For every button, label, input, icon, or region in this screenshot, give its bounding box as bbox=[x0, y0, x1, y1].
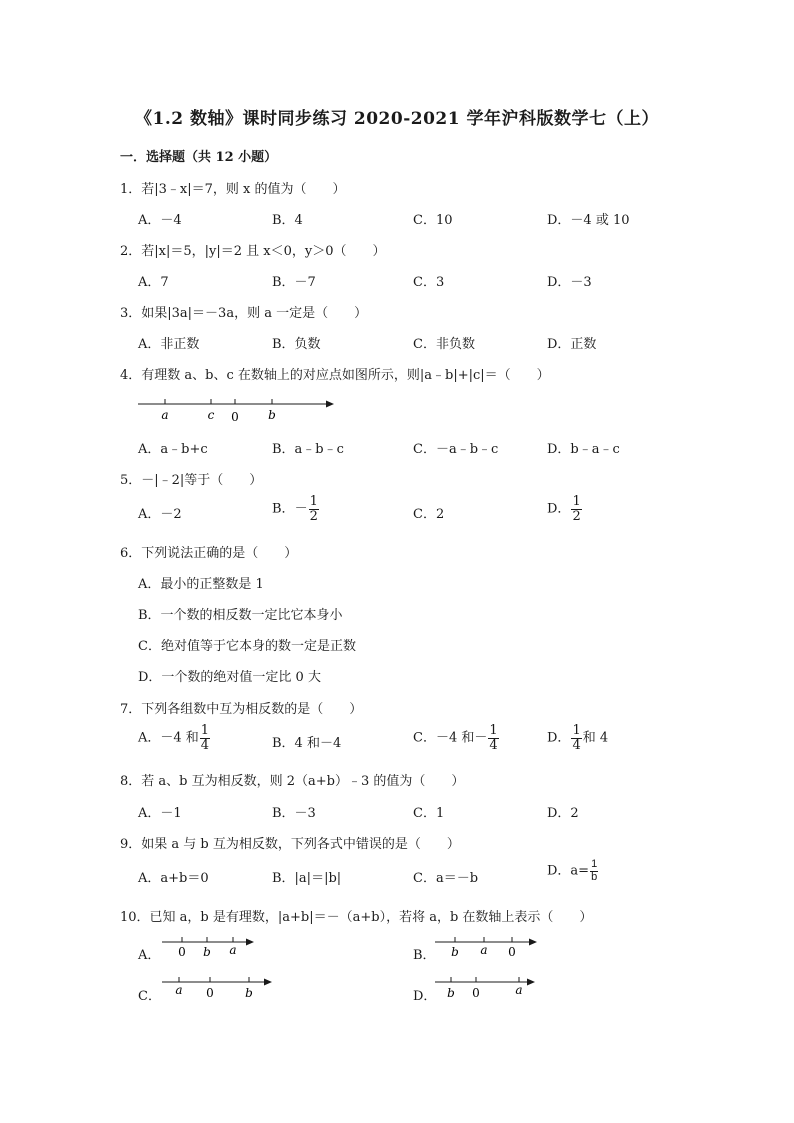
option-letter: D． bbox=[547, 501, 571, 517]
question-4-option-c[interactable]: C．－a﹣b﹣c bbox=[413, 442, 499, 457]
option-text: D．a= bbox=[547, 863, 590, 879]
axis-label: a bbox=[175, 983, 183, 997]
question-9-option-d[interactable] bbox=[547, 859, 599, 883]
question-3-stem: 3．如果|3a|＝－3a，则 a 一定是（ ） bbox=[120, 306, 368, 321]
denominator: 4 bbox=[489, 737, 498, 753]
axis-label: b bbox=[245, 986, 253, 1000]
option-suffix: 和 4 bbox=[582, 730, 609, 746]
question-1-stem: 1．若|3﹣x|＝7，则 x 的值为（ ） bbox=[120, 182, 346, 197]
question-7-stem: 7．下列各组数中互为相反数的是（ ） bbox=[120, 702, 363, 717]
option-letter: D． bbox=[547, 730, 571, 746]
question-3-option-c[interactable]: C．非负数 bbox=[413, 337, 475, 352]
question-8-option-d[interactable]: D．2 bbox=[547, 806, 579, 821]
fraction bbox=[571, 724, 581, 752]
minus-sign: － bbox=[294, 501, 308, 517]
denominator: b bbox=[591, 870, 598, 883]
question-10-stem: 10．已知 a，b 是有理数，|a+b|＝－（a+b），若将 a，b 在数轴上表示（ ） bbox=[120, 910, 593, 925]
axis-label-a: a bbox=[161, 408, 169, 422]
question-2-option-d[interactable]: D．－3 bbox=[547, 275, 592, 290]
fraction bbox=[571, 495, 581, 523]
axis-label: b bbox=[203, 945, 211, 959]
question-4-number-line bbox=[136, 392, 341, 424]
question-4-stem: 4．有理数 a、b、c 在数轴上的对应点如图所示，则|a﹣b|+|c|＝（ ） bbox=[120, 368, 550, 383]
axis-label: a bbox=[515, 983, 523, 997]
question-9-option-b[interactable]: B．|a|＝|b| bbox=[272, 871, 342, 886]
denominator: 2 bbox=[309, 508, 318, 524]
axis-label: a bbox=[480, 943, 488, 957]
axis-label: a bbox=[229, 943, 237, 957]
axis-label: 0 bbox=[178, 945, 186, 959]
question-5-option-a[interactable]: A．－2 bbox=[138, 507, 182, 522]
axis-label: 0 bbox=[508, 945, 516, 959]
axis-label-zero: 0 bbox=[231, 410, 239, 424]
question-5-option-c[interactable]: C．2 bbox=[413, 507, 445, 522]
question-2-option-b[interactable]: B．－7 bbox=[272, 275, 316, 290]
fraction bbox=[200, 724, 210, 752]
question-3-option-b[interactable]: B．负数 bbox=[272, 337, 321, 352]
question-10-option-b[interactable]: B． bbox=[413, 948, 436, 963]
question-10-option-d[interactable]: D． bbox=[413, 989, 437, 1004]
question-1-option-a[interactable]: A．－4 bbox=[138, 213, 182, 228]
question-2-option-c[interactable]: C．3 bbox=[413, 275, 445, 290]
question-10-option-c-number-line[interactable] bbox=[160, 972, 278, 1002]
axis-label: b bbox=[451, 945, 459, 959]
question-7-option-c[interactable] bbox=[413, 724, 500, 752]
question-7-option-d[interactable] bbox=[547, 724, 608, 752]
question-5-stem: 5．－|﹣2|等于（ ） bbox=[120, 473, 263, 488]
question-10-option-a-number-line[interactable] bbox=[160, 932, 260, 960]
axis-label-c: c bbox=[207, 408, 215, 422]
question-7-option-a[interactable] bbox=[138, 724, 211, 752]
question-9-stem: 9．如果 a 与 b 互为相反数，下列各式中错误的是（ ） bbox=[120, 837, 460, 852]
axis-label-b: b bbox=[268, 408, 276, 422]
question-10-option-c[interactable]: C． bbox=[138, 989, 161, 1004]
question-2-option-a[interactable]: A．7 bbox=[138, 275, 169, 290]
axis-label: 0 bbox=[206, 986, 214, 1000]
question-1-option-d[interactable]: D．－4 或 10 bbox=[547, 213, 630, 228]
question-4-option-d[interactable]: D．b﹣a﹣c bbox=[547, 442, 620, 457]
question-5-option-b[interactable] bbox=[272, 495, 320, 523]
question-8-option-c[interactable]: C．1 bbox=[413, 806, 445, 821]
question-8-option-b[interactable]: B．－3 bbox=[272, 806, 316, 821]
numerator: 1 bbox=[489, 723, 498, 738]
question-2-stem: 2．若|x|＝5，|y|＝2 且 x＜0，y＞0（ ） bbox=[120, 244, 386, 259]
fraction bbox=[488, 724, 498, 752]
option-text: A．－4 和 bbox=[138, 730, 199, 746]
question-5-option-d[interactable] bbox=[547, 495, 583, 523]
section-heading: 一．选择题（共 12 小题） bbox=[120, 150, 278, 165]
question-9-option-a[interactable]: A．a+b＝0 bbox=[138, 871, 209, 886]
question-6-option-b[interactable]: B．一个数的相反数一定比它本身小 bbox=[138, 608, 343, 623]
page-title: 《1.2 数轴》课时同步练习 2020-2021 学年沪科版数学七（上） bbox=[134, 109, 659, 129]
axis-label: 0 bbox=[472, 986, 480, 1000]
question-6-stem: 6．下列说法正确的是（ ） bbox=[120, 546, 298, 561]
question-6-option-c[interactable]: C．绝对值等于它本身的数一定是正数 bbox=[138, 639, 356, 654]
numerator: 1 bbox=[200, 723, 210, 738]
fraction bbox=[590, 859, 598, 883]
question-10-option-b-number-line[interactable] bbox=[433, 932, 543, 960]
question-7-option-b[interactable]: B．4 和－4 bbox=[272, 736, 342, 751]
question-9-option-c[interactable]: C．a＝－b bbox=[413, 871, 479, 886]
question-10-option-a[interactable]: A． bbox=[138, 948, 161, 963]
option-text: C．－4 和－ bbox=[413, 730, 488, 746]
numerator: 1 bbox=[591, 858, 598, 870]
question-3-option-d[interactable]: D．正数 bbox=[547, 337, 597, 352]
denominator: 4 bbox=[572, 737, 581, 753]
numerator: 1 bbox=[572, 494, 581, 509]
question-4-option-b[interactable]: B．a﹣b﹣c bbox=[272, 442, 344, 457]
question-1-option-c[interactable]: C．10 bbox=[413, 213, 453, 228]
axis-label: b bbox=[447, 986, 455, 1000]
option-letter: B． bbox=[272, 501, 295, 517]
numerator: 1 bbox=[309, 494, 318, 509]
question-8-stem: 8．若 a、b 互为相反数，则 2（a+b）﹣3 的值为（ ） bbox=[120, 774, 465, 789]
question-8-option-a[interactable]: A．－1 bbox=[138, 806, 182, 821]
denominator: 4 bbox=[200, 737, 210, 753]
fraction bbox=[309, 495, 319, 523]
question-10-option-d-number-line[interactable] bbox=[433, 972, 543, 1002]
numerator: 1 bbox=[572, 723, 581, 738]
question-6-option-a[interactable]: A．最小的正整数是 1 bbox=[138, 577, 264, 592]
question-1-option-b[interactable]: B．4 bbox=[272, 213, 303, 228]
question-6-option-d[interactable]: D．一个数的绝对值一定比 0 大 bbox=[138, 670, 321, 685]
denominator: 2 bbox=[572, 508, 581, 524]
question-3-option-a[interactable]: A．非正数 bbox=[138, 337, 200, 352]
question-4-option-a[interactable]: A．a﹣b+c bbox=[138, 442, 208, 457]
